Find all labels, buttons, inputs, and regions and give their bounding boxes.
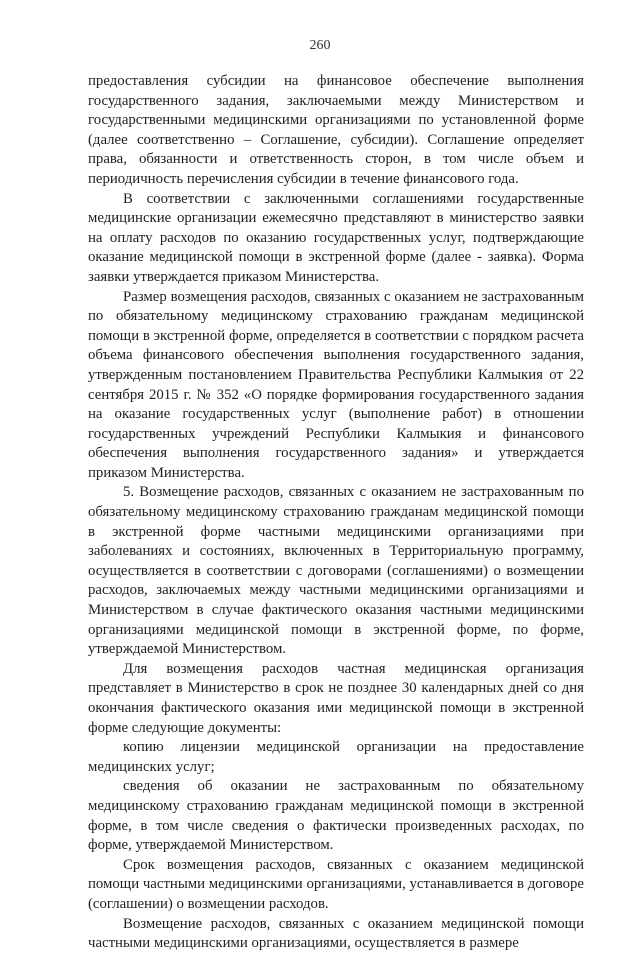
paragraph-3: Размер возмещения расходов, связанных с оказанием не застрахованным по обязательному медицинскому страхованию гражданам медицинской помощи в экстренной форме, определяется в соответствии с порядком расчета объема финансового обеспечения выполнения государственного задания, утвержденным постановлением Правительства Республики Калмыкия от 22 сентября 2015 г. № 352 «О порядке формирования государственного задания на оказание государственных услуг (выполнение работ) в отношении государственных учреждений Республики Калмыкия и финансового обеспечения выполнения государственного задания» и утверждается приказом Министерства. — [88, 288, 584, 481]
paragraph-2: В соответствии с заключенными соглашениями государственные медицинские организации ежемесячно представляют в министерство заявки на оплату расходов по оказанию государственных услуг, подтверждающие оказание медицинской помощи в экстренной форме (далее - заявка). Форма заявки утверждается приказом Министерства. — [88, 190, 584, 285]
paragraph-8: Срок возмещения расходов, связанных с оказанием медицинской помощи частными медицинскими организациями, устанавливается в договоре (соглашении) о возмещении расходов. — [88, 856, 584, 912]
paragraph-9: Возмещение расходов, связанных с оказанием медицинской помощи частными медицинскими организациями, осуществляется в размере — [88, 915, 584, 952]
document-body — [88, 72, 584, 954]
paragraph-7: сведения об оказании не застрахованным по обязательному медицинскому страхованию гражданам медицинской помощи в экстренной форме, в том числе сведения о фактически произведенных расходах, по форме, утверждаемой Министерством. — [88, 778, 584, 854]
paragraph-5: Для возмещения расходов частная медицинская организация представляет в Министерство в срок не позднее 30 календарных дней со дня окончания фактического оказания ими медицинской помощи в экстренной форме следующие документы: — [88, 660, 584, 736]
page-number: 260 — [309, 38, 331, 53]
paragraph-1: предоставления субсидии на финансовое обеспечение выполнения государственного задания, заключаемыми между Министерством и государственными медицинскими организациями по установленной форме (далее соответственно – Соглашение, субсидии). Соглашение определяет права, обязанности и ответственность сторон, в том числе объем и периодичность перечисления субсидии в течение финансового года. — [88, 73, 584, 187]
paragraph-4: 5. Возмещение расходов, связанных с оказанием не застрахованным по обязательному медицинскому страхованию гражданам медицинской помощи в экстренной форме частными медицинскими организациями при заболеваниях и состояниях, включенных в Территориальную программу, осуществляется в соответствии с договорами (соглашениями) о возмещении расходов, заключаемых между частными медицинскими организациями и Министерством в случае фактического оказания частными медицинскими организациями медицинской помощи в экстренной форме, по форме, утверждаемой Министерством. — [88, 484, 584, 658]
paragraph-6: копию лицензии медицинской организации на предоставление медицинских услуг; — [88, 739, 584, 775]
